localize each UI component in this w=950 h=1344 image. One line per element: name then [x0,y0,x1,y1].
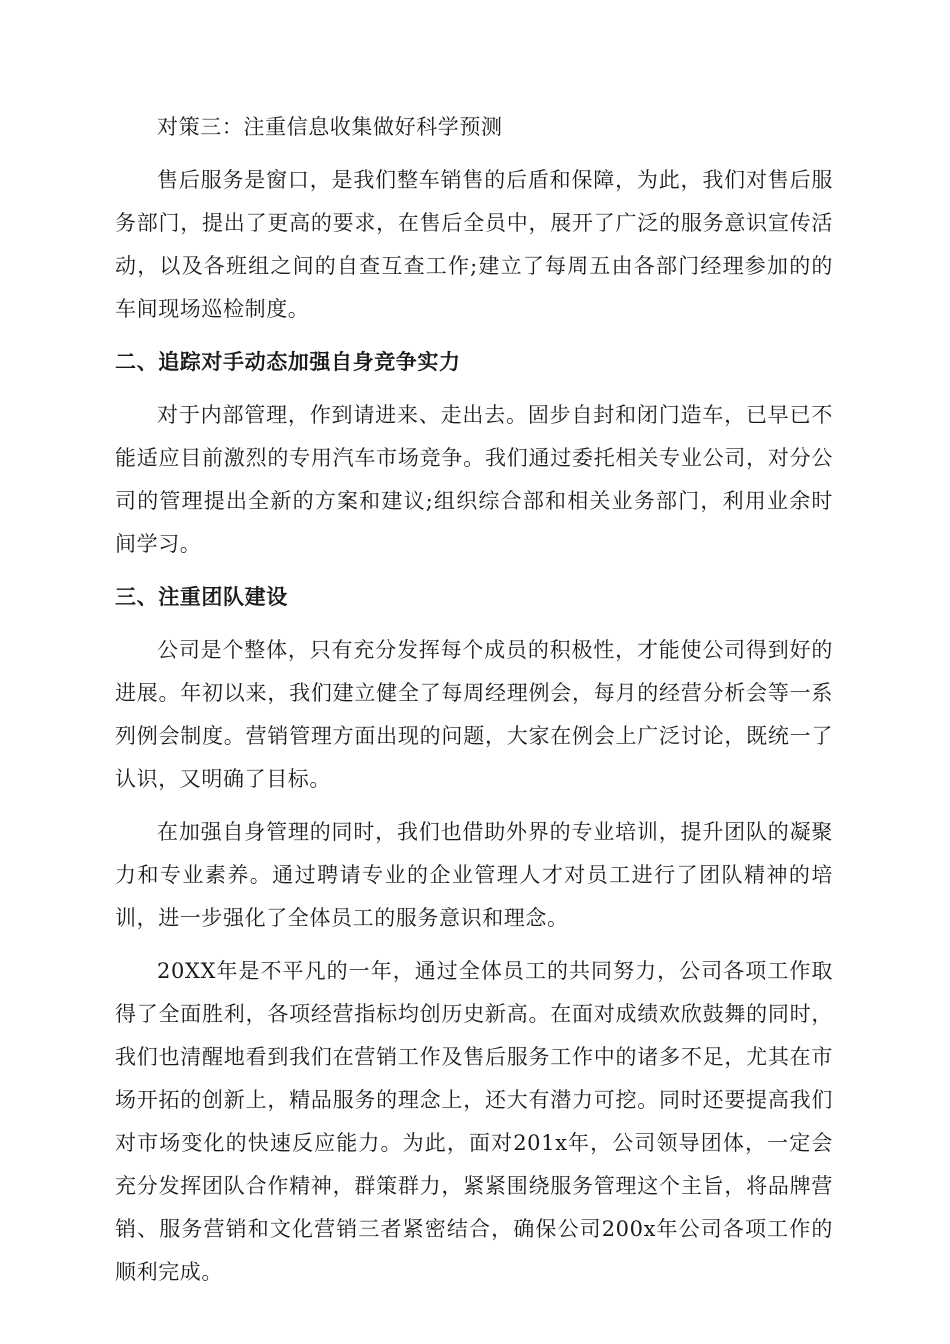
after-sales-paragraph: 售后服务是窗口，是我们整车销售的后盾和保障，为此，我们对售后服务部门，提出了更高的要求，在售后全员中，展开了广泛的服务意识宣传活动，以及各班组之间的自查互查工作;建立了每周五由各部门经理参加的的车间现场巡检制度。 [115,168,833,321]
spacer [115,149,833,159]
spacer [115,331,833,341]
company-whole-paragraph: 公司是个整体，只有充分发挥每个成员的积极性，才能使公司得到好的进展。年初以来，我们建立健全了每周经理例会，每月的经营分析会等一系列例会制度。营销管理方面出现的问题，大家在例会上广泛讨论，既统一了认识，又明确了目标。 [115,638,833,791]
training-paragraph: 在加强自身管理的同时，我们也借助外界的专业培训，提升团队的凝聚力和专业素养。通过聘请专业的企业管理人才对员工进行了团队精神的培训，进一步强化了全体员工的服务意识和理念。 [115,820,833,930]
year-summary-paragraph: 20XX年是不平凡的一年，通过全体员工的共同努力，公司各项工作取得了全面胜利，各项经营指标均创历史新高。在面对成绩欢欣鼓舞的同时，我们也清醒地看到我们在营销工作及售后服务工作中的诸多不足，尤其在市场开拓的创新上，精品服务的理念上，还大有潜力可挖。同时还要提高我们对市场变化的快速反应能力。为此，面对201x年，公司领导团体，一定会充分发挥团队合作精神，群策群力，紧紧围绕服务管理这个主旨，将品牌营销、服务营销和文化营销三者紧密结合，确保公司200x年公司各项工作的顺利完成。 [115,959,833,1284]
spacer [115,940,833,950]
spacer [115,619,833,629]
spacer [115,566,833,576]
section-two-heading: 二、追踪对手动态加强自身竞争实力 [115,350,461,374]
strategy-three-line: 对策三：注重信息收集做好科学预测 [157,115,503,139]
spacer [115,384,833,394]
section-three-heading: 三、注重团队建设 [115,585,288,609]
internal-management-paragraph: 对于内部管理，作到请进来、走出去。固步自封和闭门造车，已早已不能适应目前激烈的专用汽车市场竞争。我们通过委托相关专业公司，对分公司的管理提出全新的方案和建议;组织综合部和相关业务部门，利用业余时间学习。 [115,403,833,556]
spacer [115,801,833,811]
document-page [115,106,833,1294]
